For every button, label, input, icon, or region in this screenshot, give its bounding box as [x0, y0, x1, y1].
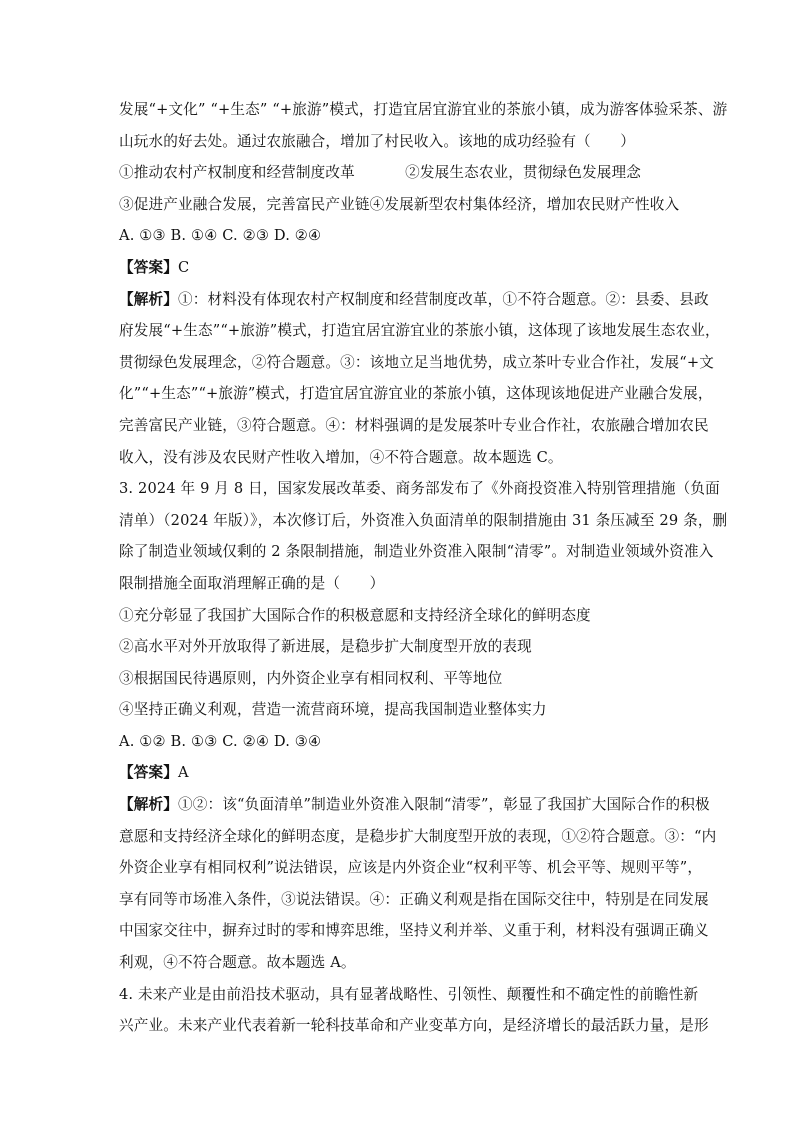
- option-3: ③促进产业融合发展，完善富民产业链: [119, 195, 370, 213]
- analysis-line: 享有同等市场准入条件，③说法错误。④：正确义利观是指在国际交往中，特别是在同发展: [119, 890, 709, 908]
- answer-choices: A. ①② B. ①③ C. ②④ D. ③④: [119, 732, 322, 750]
- question-4: [119, 979, 709, 1042]
- analysis-text: ①：材料没有体现农村产权制度和经营制度改革，①不符合题意。②：县委、县政: [177, 290, 709, 308]
- answer-value: A: [177, 764, 189, 782]
- option-2: ②发展生态农业，贯彻绿色发展理念: [405, 164, 641, 182]
- answer: [119, 757, 679, 789]
- analysis-line: 化”“+生态”“+旅游”模式，打造宜居宜游宜业的茶旅小镇，这体现该地促进产业融合发展，: [119, 385, 713, 403]
- question-stem-line: 除了制造业领域仅剩的 2 条限制措施，制造业外资准入限制“清零”。对制造业领域外资准入: [119, 543, 714, 561]
- answer-choices: A. ①③ B. ①④ C. ②③ D. ②④: [119, 227, 322, 245]
- option-4: ④坚持正确义利观，营造一流营商环境，提高我国制造业整体实力: [119, 701, 547, 719]
- question-stem-line: 4. 未来产业是由前沿技术驱动，具有显著战略性、引领性、颠覆性和不确定性的前瞻性新: [119, 985, 699, 1003]
- analysis-line: [119, 284, 709, 316]
- question-3: [119, 473, 728, 979]
- answer-value: C: [177, 258, 190, 276]
- options-row: [119, 189, 679, 221]
- analysis-line: 完善富民产业链，③符合题意。④：材料强调的是发展茶叶专业合作社，农旅融合增加农民: [119, 416, 709, 434]
- analysis-line: 中国家交往中，摒弃过时的零和博弈思维，坚持义利并举、义重于利，材料没有强调正确义: [119, 922, 709, 940]
- options-row: [119, 157, 679, 189]
- analysis-label: 【解析】: [119, 290, 178, 308]
- analysis-text: ①②：该“负面清单”制造业外资准入限制“清零”，彰显了我国扩大国际合作的积极: [177, 796, 710, 814]
- document-page: [119, 94, 728, 1042]
- question-stem-line: 3. 2024 年 9 月 8 日，国家发展改革委、商务部发布了《外商投资准入特别管理措施（负面: [119, 480, 720, 498]
- option-2: ②高水平对外开放取得了新进展，是稳步扩大制度型开放的表现: [119, 638, 532, 656]
- analysis-line: [119, 789, 710, 821]
- analysis-line: 贯彻绿色发展理念，②符合题意。③：该地立足当地优势，成立茶叶专业合作社，发展“+文: [119, 353, 714, 371]
- question-stem-line: 山玩水的好去处。通过农旅融合，增加了村民收入。该地的成功经验有（ ）: [119, 132, 636, 150]
- analysis-line: 利观，④不符合题意。故本题选 A。: [119, 954, 356, 972]
- option-1: ①推动农村产权制度和经营制度改革: [119, 164, 355, 182]
- option-1: ①充分彰显了我国扩大国际合作的积极意愿和支持经济全球化的鲜明态度: [119, 606, 591, 624]
- analysis-label: 【解析】: [119, 796, 178, 814]
- answer-label: 【答案】: [119, 764, 178, 782]
- analysis-line: 意愿和支持经济全球化的鲜明态度，是稳步扩大制度型开放的表现，①②符合题意。③：“内: [119, 827, 717, 845]
- option-3: ③根据国民待遇原则，内外资企业享有相同权利、平等地位: [119, 669, 503, 687]
- answer: [119, 252, 679, 284]
- question-2: [119, 94, 728, 473]
- answer-label: 【答案】: [119, 258, 178, 276]
- analysis-line: 收入，没有涉及农民财产性收入增加，④不符合题意。故本题选 C。: [119, 448, 563, 466]
- analysis-line: 外资企业享有相同权利”说法错误，应该是内外资企业“权利平等、机会平等、规则平等”，: [119, 859, 703, 877]
- analysis-line: 府发展“+生态”“+旅游”模式，打造宜居宜游宜业的茶旅小镇，这体现了该地发展生态农业，: [119, 322, 720, 340]
- option-4: ④发展新型农村集体经济，增加农民财产性收入: [369, 195, 680, 213]
- question-stem-line: 限制措施全面取消理解正确的是（ ）: [119, 574, 385, 592]
- question-stem-line: 兴产业。未来产业代表着新一轮科技革命和产业变革方向，是经济增长的最活跃力量，是形: [119, 1017, 709, 1035]
- question-stem-line: 发展“+文化” “+生态” “+旅游”模式，打造宜居宜游宜业的茶旅小镇，成为游客体验采茶、游: [119, 101, 728, 118]
- question-stem-line: 清单）（2024 年版）》，本次修订后，外资准入负面清单的限制措施由 31 条压减至 29 条，删: [119, 511, 728, 529]
